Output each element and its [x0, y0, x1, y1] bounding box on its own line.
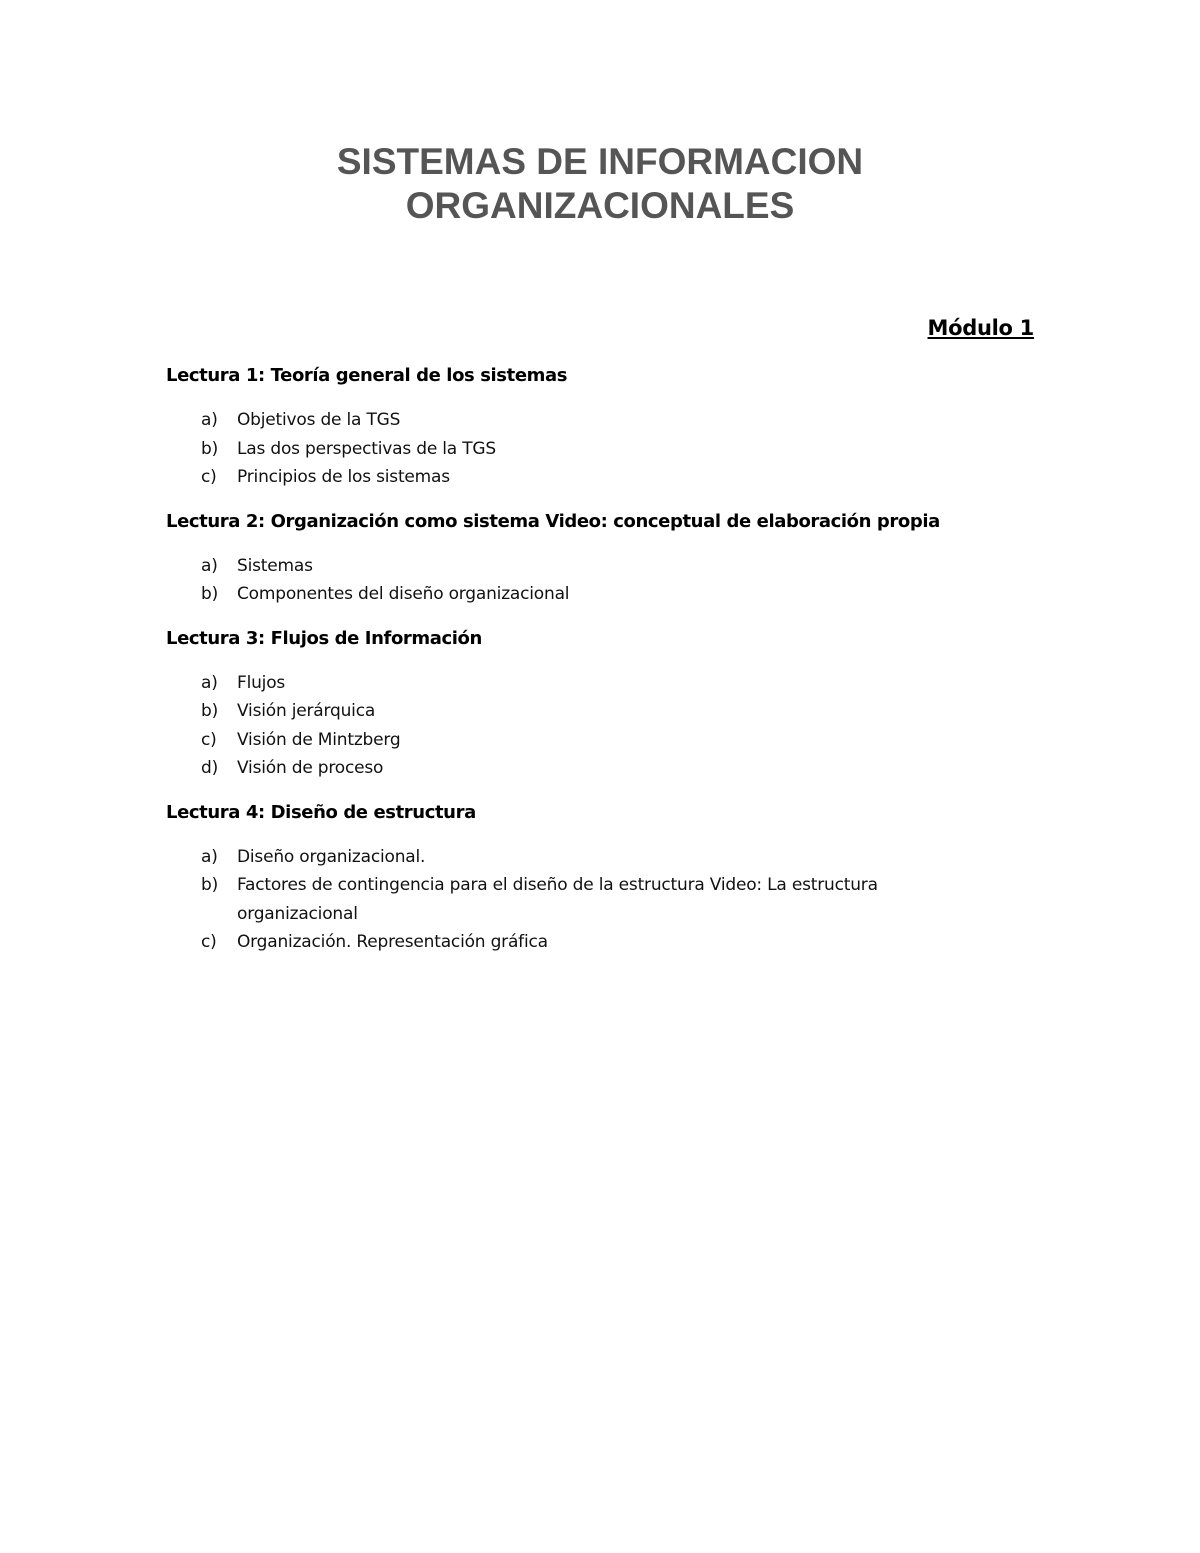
section-items: [166, 406, 1046, 492]
section-lectura-2: [166, 508, 1046, 609]
title-line-2: ORGANIZACIONALES: [405, 185, 795, 226]
item-marker: a): [201, 846, 218, 867]
section-items: [166, 843, 1046, 957]
section-lectura-4: [166, 799, 1046, 957]
item-text: Las dos perspectivas de la TGS: [237, 438, 496, 459]
document-title: [0, 140, 1200, 228]
item-text: Visión de proceso: [237, 758, 384, 778]
list-item: [166, 726, 917, 755]
list-item: [166, 435, 917, 464]
item-text: Visión jerárquica: [237, 701, 376, 721]
item-text: Flujos: [237, 672, 286, 693]
item-text: Visión de Mintzberg: [237, 729, 401, 750]
module-heading: Módulo 1: [927, 316, 1034, 340]
list-item: [166, 754, 917, 783]
list-item: [166, 871, 917, 928]
section-title: Lectura 4: Diseño de estructura: [166, 801, 476, 823]
list-item: [166, 552, 917, 581]
item-text: Organización. Representación gráfica: [237, 932, 548, 952]
section-title: Lectura 2: Organización como sistema Video: conceptual de elaboración propia: [166, 510, 940, 532]
item-text: Diseño organizacional.: [237, 846, 426, 867]
section-lectura-1: [166, 362, 1046, 492]
item-marker: b): [201, 584, 219, 604]
list-item: [166, 669, 917, 698]
item-marker: c): [201, 467, 217, 487]
list-item: [166, 697, 917, 726]
item-marker: a): [201, 672, 218, 693]
section-items: [166, 669, 1046, 783]
item-text: Principios de los sistemas: [237, 467, 450, 487]
list-item: [166, 580, 917, 609]
item-text: Sistemas: [237, 555, 313, 576]
item-marker: b): [201, 438, 219, 459]
item-marker: a): [201, 555, 218, 576]
section-title: Lectura 1: Teoría general de los sistemas: [166, 365, 568, 386]
item-text: Factores de contingencia para el diseño de la estructura Video: La estructura organizacional: [237, 875, 878, 924]
list-item: [166, 928, 917, 957]
item-marker: d): [201, 758, 219, 778]
section-lectura-3: [166, 625, 1046, 783]
item-marker: c): [201, 932, 217, 952]
item-text: Componentes del diseño organizacional: [237, 584, 570, 604]
list-item: [166, 463, 917, 492]
item-text: Objetivos de la TGS: [237, 410, 401, 430]
list-item: [166, 843, 917, 872]
item-marker: a): [201, 410, 218, 430]
item-marker: b): [201, 875, 219, 895]
list-item: [166, 406, 917, 435]
item-marker: c): [201, 729, 217, 750]
title-line-1: SISTEMAS DE INFORMACION: [336, 141, 864, 182]
item-marker: b): [201, 701, 219, 721]
section-items: [166, 552, 1046, 609]
reading-list: [166, 362, 1046, 973]
section-title: Lectura 3: Flujos de Información: [166, 627, 482, 649]
